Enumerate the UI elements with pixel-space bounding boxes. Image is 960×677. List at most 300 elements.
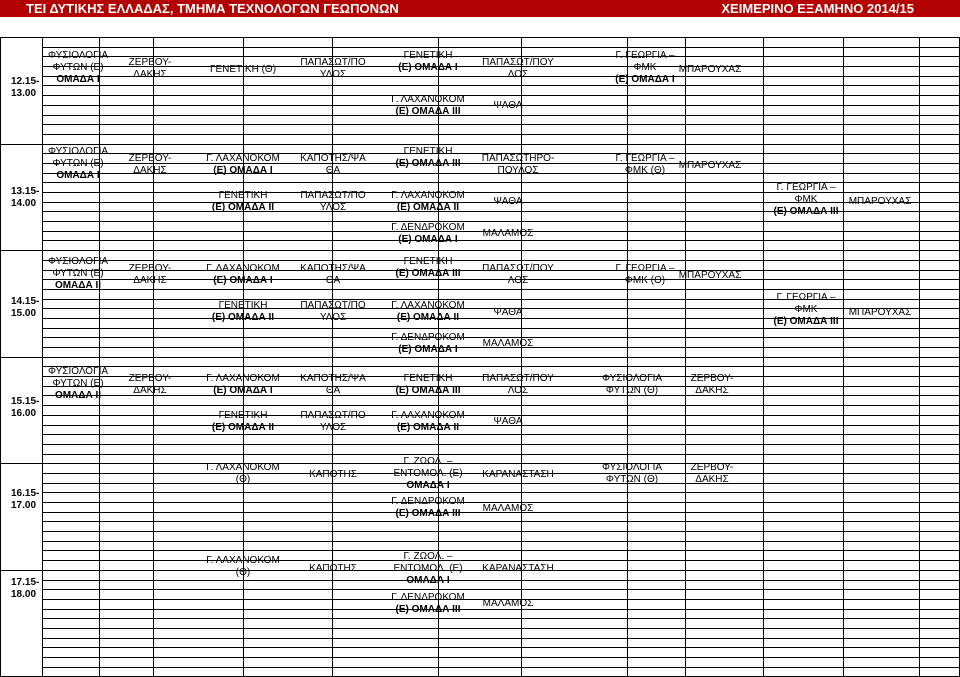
course-entry-malamos-2 [483, 228, 534, 240]
grid-cell [764, 338, 844, 348]
course-entry-line: (Ε) ΟΜΑΔΑ Ι [213, 165, 273, 176]
grid-cell [439, 435, 522, 445]
grid-cell [522, 599, 628, 609]
course-entry-line: ΔΑΚΗΣ [133, 275, 167, 286]
grid-cell [100, 483, 154, 493]
grid-cell [100, 241, 154, 251]
course-entry-line: ΛΟΣ [507, 275, 529, 286]
grid-cell [764, 251, 844, 261]
grid-cell [920, 357, 960, 367]
grid-cell [686, 415, 764, 425]
grid-cell [920, 173, 960, 183]
grid-cell [244, 289, 333, 299]
course-entry-lachanokom-omada2-4 [391, 410, 465, 434]
grid-cell [439, 396, 522, 406]
grid-cell [100, 493, 154, 503]
course-entry-papasotiropoulos-4b [300, 410, 365, 434]
grid-cell [686, 561, 764, 571]
grid-cell [154, 503, 244, 513]
course-entry-kapotis-5 [309, 469, 357, 481]
grid-cell [154, 522, 244, 532]
grid-cell [764, 406, 844, 416]
grid-cell [920, 396, 960, 406]
grid-cell [844, 619, 920, 629]
grid-cell [764, 522, 844, 532]
grid-cell [920, 251, 960, 261]
course-entry-zervou-4b [691, 373, 734, 397]
grid-cell [43, 454, 100, 464]
course-entry-lachanokom-omada2-3 [391, 300, 465, 324]
grid-cell [43, 590, 100, 600]
course-entry-line: ΦΜΚ (Θ) [624, 165, 666, 176]
grid-cell [43, 231, 100, 241]
grid-cell [154, 125, 244, 135]
grid-cell [100, 464, 154, 474]
grid-cell [920, 483, 960, 493]
grid-cell [154, 658, 244, 668]
grid-cell [764, 570, 844, 580]
course-entry-line: Γ. ΛΑΧΑΝΟΚΟΜ [206, 462, 280, 473]
course-entry-line: ΦΥΤΩΝ (Ε) [52, 62, 104, 73]
grid-cell [764, 619, 844, 629]
grid-cell [844, 67, 920, 77]
course-entry-line: Γ. ΖΩΟΛ. – [403, 551, 453, 562]
course-entry-line: Γ. ΓΕΩΡΓΙΑ – [615, 153, 675, 164]
grid-cell [154, 289, 244, 299]
grid-cell [628, 338, 686, 348]
grid-cell [43, 348, 100, 358]
grid-cell [154, 609, 244, 619]
course-entry-georgia-fmk-omada3-2 [774, 182, 839, 218]
course-entry-line: ΟΜΑΔΑ Ι [406, 480, 450, 491]
grid-cell [522, 415, 628, 425]
grid-cell [244, 134, 333, 144]
grid-cell [43, 328, 100, 338]
course-entry-line: (Ε) ΟΜΑΔΑ ΙΙ [211, 312, 275, 323]
grid-cell [100, 134, 154, 144]
course-entry-line: Γ. ΔΕΝΔΡΟΚΟΜ [391, 496, 465, 507]
course-entry-barouchas-3 [679, 270, 742, 282]
grid-cell [686, 503, 764, 513]
course-entry-line: (Ε) ΟΜΑΔΑ ΙΙΙ [395, 604, 461, 615]
course-entry-line: ΔΑΚΗΣ [133, 385, 167, 396]
grid-row [1, 493, 960, 503]
grid-cell [764, 609, 844, 619]
course-entry-papasotiropoulos-3b [300, 300, 365, 324]
course-entry-line: ΦΜΚ [633, 62, 657, 73]
grid-cell [154, 648, 244, 658]
grid-cell [100, 406, 154, 416]
grid-cell [244, 38, 333, 48]
grid-cell [1, 464, 43, 571]
grid-cell [844, 289, 920, 299]
grid-cell [920, 454, 960, 464]
course-entry-barouchas-2b [849, 196, 912, 208]
course-entry-karanastasi-6 [482, 563, 553, 575]
course-entry-dendrokom-omada1-2 [391, 222, 465, 246]
grid-cell [844, 512, 920, 522]
grid-cell [920, 144, 960, 154]
grid-row [1, 541, 960, 551]
grid-cell [686, 570, 764, 580]
grid-row [1, 658, 960, 668]
grid-row [1, 134, 960, 144]
grid-cell [43, 570, 100, 580]
grid-cell [844, 435, 920, 445]
grid-cell [628, 299, 686, 309]
grid-cell [522, 115, 628, 125]
grid-cell [764, 435, 844, 445]
grid-cell [920, 134, 960, 144]
course-entry-line: ΦΥΣΙΟΛΟΓΙΑ [47, 256, 109, 267]
grid-cell [154, 638, 244, 648]
course-entry-zervou-1 [129, 57, 172, 81]
grid-cell [244, 115, 333, 125]
grid-cell [333, 628, 439, 638]
grid-cell [686, 425, 764, 435]
grid-cell [43, 134, 100, 144]
grid-cell [686, 125, 764, 135]
grid-cell [764, 260, 844, 270]
grid-cell [686, 638, 764, 648]
grid-cell [844, 667, 920, 677]
grid-cell [43, 406, 100, 416]
course-entry-dendrokom-omada1-3 [391, 332, 465, 356]
grid-cell [628, 289, 686, 299]
grid-cell [764, 125, 844, 135]
course-entry-karanastasi-5 [482, 469, 553, 481]
grid-cell [333, 522, 439, 532]
grid-cell [764, 532, 844, 542]
grid-cell [920, 309, 960, 319]
course-entry-line: ΦΥΣΙΟΛΟΓΙΑ [47, 146, 109, 157]
time-slot-part: 17.00 [11, 500, 37, 511]
grid-cell [244, 667, 333, 677]
grid-cell [439, 541, 522, 551]
grid-cell [764, 222, 844, 232]
course-entry-line: ΦΥΣΙΟΛΟΓΙΑ [601, 373, 663, 384]
grid-cell [154, 231, 244, 241]
grid-cell [920, 512, 960, 522]
grid-cell [628, 193, 686, 203]
course-entry-line: ΨΑΘΑ [493, 100, 523, 111]
grid-cell [764, 464, 844, 474]
grid-cell [439, 658, 522, 668]
course-entry-line: ΦΥΣΙΟΛΟΓΙΑ [47, 50, 109, 61]
grid-cell [154, 38, 244, 48]
course-entry-fysiologia-4 [48, 366, 108, 402]
grid-cell [244, 522, 333, 532]
course-entry-barouchas-2 [679, 160, 742, 172]
time-slot-part: 14.00 [11, 198, 37, 209]
grid-cell [522, 193, 628, 203]
course-entry-line: ΜΠΑΡΟΥΧΑΣ [678, 160, 742, 171]
grid-row [1, 444, 960, 454]
course-entry-fysiologia-1 [48, 50, 108, 86]
grid-cell [844, 328, 920, 338]
course-entry-lachanokom-omada2-2 [391, 190, 465, 214]
grid-cell [844, 96, 920, 106]
course-entry-malamos-5 [483, 503, 534, 515]
grid-cell [764, 47, 844, 57]
grid-cell [920, 86, 960, 96]
course-entry-line: ΓΕΝΕΤΙΚΗ [218, 410, 268, 421]
grid-cell [100, 348, 154, 358]
course-entry-line: ΦΜΚ [794, 194, 818, 205]
grid-cell [100, 183, 154, 193]
grid-cell [764, 105, 844, 115]
grid-cell [43, 638, 100, 648]
course-entry-line: ΨΑΘΑ [493, 307, 523, 318]
grid-cell [764, 658, 844, 668]
grid-row [1, 396, 960, 406]
grid-cell [522, 425, 628, 435]
grid-cell [100, 512, 154, 522]
grid-cell [244, 503, 333, 513]
grid-row [1, 241, 960, 251]
grid-cell [43, 86, 100, 96]
grid-cell [43, 444, 100, 454]
grid-cell [844, 609, 920, 619]
grid-cell [686, 193, 764, 203]
grid-cell [333, 658, 439, 668]
grid-cell [100, 628, 154, 638]
grid-cell [628, 348, 686, 358]
grid-cell [522, 202, 628, 212]
grid-cell [844, 76, 920, 86]
grid-cell [522, 231, 628, 241]
grid-cell [844, 415, 920, 425]
course-entry-line: ΖΕΡΒΟΥ- [690, 373, 734, 384]
grid-cell [686, 115, 764, 125]
grid-cell [686, 241, 764, 251]
grid-row [1, 222, 960, 232]
grid-cell [154, 115, 244, 125]
grid-cell [920, 338, 960, 348]
grid-row [1, 590, 960, 600]
grid-cell [920, 125, 960, 135]
course-entry-line: ΚΑΠΟΤΗΣ/ΨΑ [300, 153, 366, 164]
grid-cell [686, 328, 764, 338]
course-entry-line: Γ. ΛΑΧΑΝΟΚΟΜ [391, 410, 465, 421]
course-entry-lachanokom-omada1-3 [206, 263, 280, 287]
grid-cell [522, 299, 628, 309]
grid-cell [686, 396, 764, 406]
grid-cell [920, 270, 960, 280]
grid-cell [764, 154, 844, 164]
course-entry-line: (Ε) ΟΜΑΔΑ ΙΙ [396, 312, 460, 323]
grid-cell [43, 580, 100, 590]
grid-cell [764, 503, 844, 513]
course-entry-line: ΠΑΠΑΣΩΤΗΡΟ- [481, 153, 555, 164]
grid-cell [522, 580, 628, 590]
grid-cell [686, 628, 764, 638]
grid-cell [686, 667, 764, 677]
grid-row [1, 357, 960, 367]
grid-cell [844, 270, 920, 280]
grid-cell [244, 241, 333, 251]
grid-cell [920, 561, 960, 571]
grid-cell [686, 590, 764, 600]
grid-cell [43, 425, 100, 435]
grid-cell [764, 115, 844, 125]
course-entry-fysiologia-2 [48, 146, 108, 182]
grid-cell [844, 154, 920, 164]
grid-cell [920, 328, 960, 338]
grid-cell [686, 105, 764, 115]
course-entry-genetiki-theory-1 [210, 64, 276, 76]
grid-cell [920, 444, 960, 454]
grid-row [1, 231, 960, 241]
grid-cell [43, 309, 100, 319]
grid-cell [333, 435, 439, 445]
grid-cell [154, 338, 244, 348]
grid-cell [100, 212, 154, 222]
course-entry-line: Γ. ΛΑΧΑΝΟΚΟΜ [206, 153, 280, 164]
course-entry-fysiologia-th-5 [602, 462, 662, 486]
grid-cell [439, 289, 522, 299]
grid-row [1, 532, 960, 542]
grid-cell [522, 648, 628, 658]
time-slot-part: 12.15- [11, 76, 40, 87]
course-entry-line: ΠΑΠΑΣΩΤ/ΠΟ [300, 57, 366, 68]
grid-cell [43, 483, 100, 493]
grid-cell [154, 628, 244, 638]
grid-cell [686, 658, 764, 668]
grid-cell [686, 338, 764, 348]
grid-cell [100, 328, 154, 338]
grid-cell [764, 415, 844, 425]
grid-row [1, 125, 960, 135]
grid-row [1, 96, 960, 106]
course-entry-line: ΜΑΛΑΜΟΣ [482, 228, 534, 239]
grid-cell [920, 163, 960, 173]
grid-cell [628, 125, 686, 135]
grid-cell [628, 541, 686, 551]
grid-cell [920, 619, 960, 629]
grid-cell [686, 648, 764, 658]
grid-row [1, 435, 960, 445]
grid-cell [100, 532, 154, 542]
grid-cell [522, 309, 628, 319]
grid-cell [764, 590, 844, 600]
time-slot-part: 17.15- [11, 577, 40, 588]
grid-cell [686, 47, 764, 57]
grid-cell [522, 338, 628, 348]
grid-row [1, 251, 960, 261]
grid-cell [764, 270, 844, 280]
course-entry-kapotis-6 [309, 563, 357, 575]
course-entry-line: (Ε) ΟΜΑΔΑ Ι [398, 344, 458, 355]
grid-cell [100, 648, 154, 658]
course-entry-line: ΕΝΤΟΜΟΛ. (Ε) [393, 468, 463, 479]
grid-cell [920, 57, 960, 67]
grid-cell [244, 444, 333, 454]
course-entry-lachanokom-th-6 [206, 555, 280, 579]
grid-row [1, 338, 960, 348]
grid-cell [522, 667, 628, 677]
grid-cell [244, 222, 333, 232]
grid-cell [100, 444, 154, 454]
course-entry-zervou-3 [129, 263, 172, 287]
grid-cell [764, 377, 844, 387]
course-entry-line: ΠΑΠΑΣΩΤ/ΠΟ [300, 190, 366, 201]
grid-cell [244, 493, 333, 503]
grid-row [1, 580, 960, 590]
course-entry-barouchas-1 [679, 64, 742, 76]
grid-cell [43, 609, 100, 619]
time-slot-label [11, 396, 39, 420]
grid-cell [628, 609, 686, 619]
grid-cell [764, 76, 844, 86]
course-entry-line: ΜΠΑΡΟΥΧΑΣ [848, 307, 912, 318]
course-entry-line: ΟΜΑΔΑ ΙΙ [54, 280, 102, 291]
grid-cell [628, 599, 686, 609]
grid-cell [154, 396, 244, 406]
grid-cell [628, 512, 686, 522]
grid-cell [920, 415, 960, 425]
course-entry-line: ΚΑΡΑΝΑΣΤΑΣΗ [482, 563, 554, 574]
grid-cell [844, 163, 920, 173]
grid-cell [686, 202, 764, 212]
grid-cell [844, 222, 920, 232]
grid-cell [43, 503, 100, 513]
grid-cell [333, 38, 439, 48]
grid-cell [920, 541, 960, 551]
grid-cell [333, 396, 439, 406]
grid-cell [628, 309, 686, 319]
grid-cell [154, 667, 244, 677]
course-entry-psatha-4 [493, 416, 522, 428]
grid-cell [43, 512, 100, 522]
course-entry-line: ΔΑΚΗΣ [695, 474, 729, 485]
grid-cell [43, 551, 100, 561]
grid-cell [43, 202, 100, 212]
course-entry-line: ΔΑΚΗΣ [133, 165, 167, 176]
grid-cell [100, 503, 154, 513]
grid-cell [844, 570, 920, 580]
grid-row [1, 503, 960, 513]
grid-cell [628, 406, 686, 416]
grid-cell [920, 493, 960, 503]
grid-cell [43, 222, 100, 232]
course-entry-line: ΜΠΑΡΟΥΧΑΣ [848, 196, 912, 207]
course-entry-line: ΦΥΣΙΟΛΟΓΙΑ [47, 366, 109, 377]
grid-cell [686, 522, 764, 532]
grid-cell [920, 367, 960, 377]
header-institution: ΤΕΙ ΔΥΤΙΚΗΣ ΕΛΛΑΔΑΣ, ΤΜΗΜΑ ΤΕΧΝΟΛΟΓΩΝ ΓΕΩΠΟΝΩΝ [26, 1, 399, 16]
grid-cell [43, 125, 100, 135]
grid-cell [920, 193, 960, 203]
grid-cell [844, 338, 920, 348]
grid-cell [522, 512, 628, 522]
grid-cell [764, 444, 844, 454]
course-entry-line: ΓΕΝΕΤΙΚΗ [218, 300, 268, 311]
grid-cell [100, 415, 154, 425]
grid-cell [244, 105, 333, 115]
course-entry-line: ΠΟΥΛΟΣ [497, 165, 539, 176]
course-entry-line: ΜΑΛΑΜΟΣ [482, 338, 534, 349]
grid-cell [628, 241, 686, 251]
grid-cell [844, 47, 920, 57]
grid-cell [920, 289, 960, 299]
grid-cell [628, 86, 686, 96]
grid-cell [844, 125, 920, 135]
course-entry-line: ΟΜΑΔΑ Ι [406, 575, 450, 586]
grid-cell [920, 658, 960, 668]
course-entry-line: (Ε) ΟΜΑΔΑ Ι [398, 62, 458, 73]
grid-cell [244, 638, 333, 648]
